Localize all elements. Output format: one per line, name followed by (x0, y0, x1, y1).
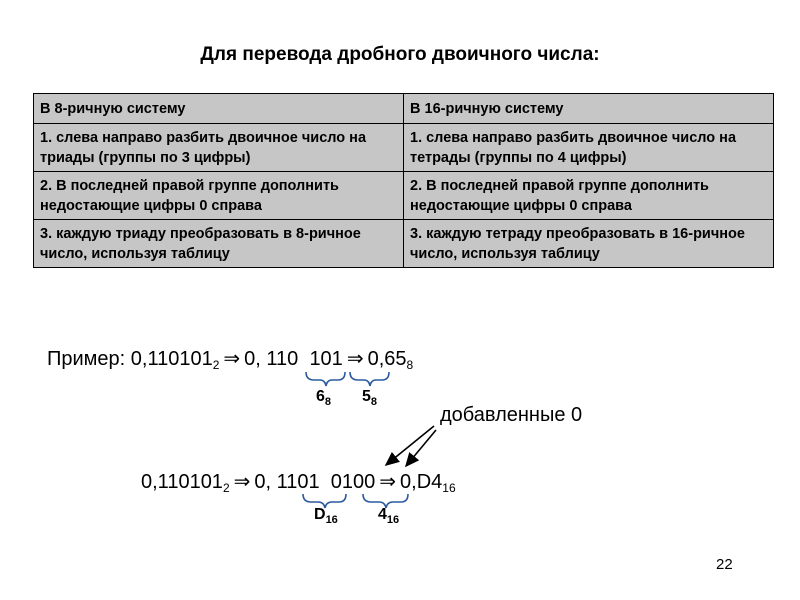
digit-base: 16 (386, 514, 400, 526)
table-cell: 1. слева направо разбить двоичное число на триады (группы по 3 цифры) (34, 124, 404, 172)
implies-arrow-icon: ⇒ (223, 348, 241, 370)
table-cell: 1. слева направо разбить двоичное число на тетрады (группы по 4 цифры) (404, 124, 774, 172)
table-header-cell: В 16-ричную систему (404, 94, 774, 124)
triad-group-1: 110 (266, 348, 299, 370)
implies-arrow-icon: ⇒ (379, 471, 397, 493)
octal-result: 0,65 (367, 348, 407, 370)
digit-base: 8 (370, 396, 378, 408)
brace-icon (306, 372, 345, 386)
digit-base: 8 (324, 396, 332, 408)
example-prefix: Пример: (47, 348, 131, 370)
table-cell: 2. В последней правой группе дополнить недостающие цифры 0 справа (34, 172, 404, 220)
tetrad-group-2: 0100 (330, 471, 376, 493)
binary-number: 0,110101 (141, 471, 223, 493)
digit-base: 16 (325, 514, 338, 526)
binary-base: 2 (212, 358, 220, 372)
triad-group-2: 101 (309, 348, 343, 370)
brace-icon (350, 372, 389, 386)
slide-title: Для перевода дробного двоичного числа: (200, 44, 600, 65)
groups-prefix: 0, (254, 471, 277, 493)
digit-value: 5 (362, 388, 371, 405)
groups-prefix: 0, (244, 348, 267, 370)
implies-arrow-icon: ⇒ (346, 348, 364, 370)
page-number: 22 (716, 556, 733, 573)
added-zeros-label: добавленные 0 (440, 404, 583, 426)
table-header-cell: В 8-ричную систему (34, 94, 404, 124)
digit-value: 6 (316, 388, 325, 405)
table-cell: 3. каждую тетраду преобразовать в 16-ричное число, используя таблицу (404, 220, 774, 268)
pointer-arrow-icon (386, 426, 434, 465)
binary-base: 2 (222, 481, 230, 495)
hex-result-base: 16 (442, 481, 456, 495)
brace-icon (363, 494, 408, 508)
digit-value: D (314, 506, 326, 523)
brace-icon (303, 494, 346, 508)
hex-result: 0,D4 (400, 471, 443, 493)
table-cell: 2. В последней правой группе дополнить недостающие цифры 0 справа (404, 172, 774, 220)
binary-number: 0,110101 (130, 348, 213, 370)
pointer-arrow-icon (406, 430, 436, 466)
implies-arrow-icon: ⇒ (233, 471, 251, 493)
digit-value: 4 (378, 506, 387, 523)
table-cell: 3. каждую триаду преобразовать в 8-ричное число, используя таблицу (34, 220, 404, 268)
tetrad-group-1: 1101 (276, 471, 320, 493)
octal-result-base: 8 (406, 358, 414, 372)
